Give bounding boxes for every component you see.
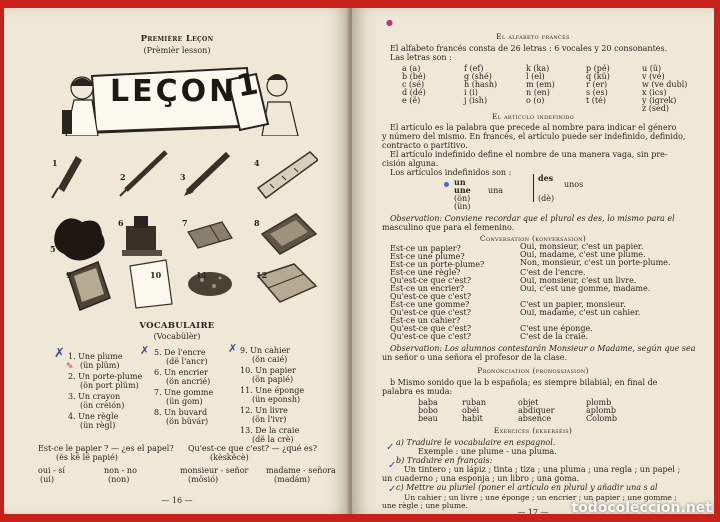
word-pair-phonetic: (madám)	[274, 475, 311, 484]
alphabet-letter: z (sed)	[642, 104, 669, 113]
handwritten-x-mark: ✗	[54, 346, 65, 361]
illustration-number: 11	[196, 270, 208, 280]
alphabet-letter: v (vé)	[642, 72, 665, 81]
alphabet-letter: l (el)	[526, 72, 545, 81]
vocab-word: 9. Un cahier	[240, 346, 291, 355]
conversation-question: Qu'est-ce que c'est?	[390, 332, 471, 341]
question-2-phonetic: (kèskëcè)	[210, 453, 249, 462]
watermark: todocoleccion.net	[571, 500, 712, 516]
conversation-answer: Oui, madame, c'est un cahier.	[520, 308, 641, 317]
vocab-word: 1. Une plume	[68, 352, 123, 361]
conversation-answer: Oui, c'est une gomme, madame.	[520, 284, 651, 293]
pronunciation-word: beau	[418, 414, 438, 423]
illustration-number: 4	[254, 158, 260, 168]
article-form: (ön)	[454, 194, 471, 203]
conversation-answer: C'est de l'encre.	[520, 268, 586, 277]
ruler-icon	[258, 152, 318, 198]
observation-text: Observation: Los alumnos contestarán Monsieur o Madame, según que sea	[390, 344, 696, 353]
vocab-phonetic: (ün eponsh)	[252, 395, 301, 404]
vocab-word: 12. Un livre	[240, 406, 288, 415]
handwritten-check-mark: ✓	[388, 460, 397, 471]
pronunciation-word: ruban	[462, 398, 487, 407]
conversation-question: Est-ce un porte-plume?	[390, 260, 485, 269]
conversation-answer: C'est un papier, monsieur.	[520, 300, 626, 309]
alphabet-letter: t (té)	[586, 96, 606, 105]
pronunciation-word: Colomb	[586, 414, 618, 423]
vocab-phonetic: (dë la crè)	[252, 435, 294, 444]
blue-ink-dot	[444, 182, 449, 187]
alphabet-letter: q (kü)	[586, 72, 610, 81]
handwritten-pink-mark: ●	[386, 18, 393, 27]
pronunciation-word: bobo	[418, 406, 438, 415]
question-2: Qu'est-ce que c'est? — ¿qué es?	[188, 444, 318, 453]
word-pair: madame - señora	[266, 466, 336, 475]
eraser-icon	[188, 222, 232, 248]
alphabet-letter: e (ë)	[402, 96, 421, 105]
vocab-phonetic: (dë l'ancr)	[166, 357, 208, 366]
alphabet-letter: p (pé)	[586, 64, 610, 73]
exercise-b: b) Traduire en français:	[396, 456, 493, 465]
illustration-number: 3	[180, 172, 186, 182]
pen-holder-icon	[120, 152, 166, 196]
pronunciation-title: Prononciation (pronossiasion)	[477, 366, 589, 375]
alphabet-letter: u (ü)	[642, 64, 662, 73]
exercise-b-text: Un tintero ; un lápiz ; tinta ; tiza ; una pluma ; una regla ; un papel ;	[404, 465, 681, 474]
bracket	[533, 174, 534, 202]
alphabet-letter: s (es)	[586, 88, 608, 97]
vocab-word: 5. De l'encre	[154, 348, 206, 357]
alphabet-letter: c (sé)	[402, 80, 425, 89]
pronunciation-word: aplomb	[586, 406, 616, 415]
illustration-number: 12	[256, 270, 268, 280]
conversation-question: Est-ce un papier?	[390, 244, 461, 253]
alphabet-letter: a (a)	[402, 64, 421, 73]
word-pair-phonetic: (non)	[108, 475, 130, 484]
conversation-answer: Oui, monsieur, c'est un papier.	[520, 242, 644, 251]
pronunciation-text: palabra es muda:	[382, 387, 453, 396]
vocab-phonetic: (ön caié)	[252, 355, 288, 364]
exercise-c-text: une règle ; une plume.	[382, 501, 468, 510]
notebook-icon	[68, 262, 110, 310]
handwritten-pink-mark: ✎	[66, 362, 74, 372]
alphabet-title: El alfabeto francés	[496, 32, 570, 41]
left-page	[4, 8, 350, 514]
illustration-number: 9	[66, 270, 72, 280]
conversation-question: Est-ce une gomme?	[390, 300, 470, 309]
observation-text: masculino que para el femenino.	[382, 223, 515, 232]
conversation-answer: C'est une éponge.	[520, 324, 593, 333]
pronunciation-word: baba	[418, 398, 438, 407]
word-pair: oui - sí	[38, 466, 65, 475]
alphabet-letter: b (bé)	[402, 72, 426, 81]
conversation-answer: Non, monsieur, c'est un porte-plume.	[520, 258, 671, 267]
article-text: y número del mismo. En francés, el artículo puede ser indefinido, definido,	[382, 132, 686, 141]
vocab-phonetic: (ön papié)	[252, 375, 294, 384]
article-text: contracto o partitivo.	[382, 141, 468, 150]
sponge-icon	[188, 272, 232, 296]
conversation-question: Qu'est-ce que c'est?	[390, 276, 471, 285]
alphabet-letter: g (shé)	[464, 72, 492, 81]
article-text: El artículo es la palabra que precede al nombre para indicar el género	[390, 123, 677, 132]
alphabet-letter: j (ish)	[464, 96, 488, 105]
exercise-c: c) Mettre au pluriel (poner el artículo en plural y añadir una s al	[396, 483, 658, 492]
conversation-answer: C'est de la craie.	[520, 332, 589, 341]
question-1: Est-ce le papier ? — ¿es el papel?	[38, 444, 174, 453]
vocab-word: 8. Un buvard	[154, 408, 208, 417]
question-1-phonetic: (ès kë lë papié)	[56, 453, 118, 462]
article-form: una	[488, 186, 504, 195]
alphabet-letter: h (hash)	[464, 80, 498, 89]
conversation-question: Est-ce un cahier?	[390, 316, 461, 325]
pronunciation-word: plomb	[586, 398, 612, 407]
illustration-number: 8	[254, 218, 260, 228]
ink-blot-icon	[54, 218, 104, 260]
conversation-answer: Oui, madame, c'est une plume.	[520, 250, 646, 259]
illustration-number: 1	[52, 158, 58, 168]
right-page	[352, 8, 714, 514]
handwritten-check-mark: ✓	[388, 484, 397, 495]
article-form: (ün)	[454, 202, 471, 211]
vocabulary-title: VOCABULAIRE	[139, 321, 215, 331]
illustration-number: 10	[150, 270, 162, 280]
vocab-word: 6. Un encrier	[154, 368, 208, 377]
alphabet-letter: i (i)	[464, 88, 478, 97]
handwritten-x-mark: ✗	[140, 344, 150, 357]
paper-icon	[130, 260, 172, 308]
article-form: un	[454, 177, 466, 187]
conversation-title: Conversation (konversasion)	[479, 234, 587, 243]
vocab-phonetic: (ön l'ivr)	[252, 415, 287, 424]
pronunciation-word: absence	[518, 414, 552, 423]
exercises-title: Exercices (ekserséis)	[493, 426, 573, 435]
alphabet-letter: o (o)	[526, 96, 545, 105]
vocab-word: 4. Une règle	[68, 412, 119, 421]
lecon-banner-number: 1	[234, 66, 261, 105]
handwritten-check-mark: ✓	[386, 442, 395, 453]
article-text: Los artículos indefinidos son :	[390, 168, 512, 177]
article-form: des	[538, 173, 554, 183]
conversation-question: Qu'est-ce que c'est?	[390, 292, 471, 301]
article-text: El artículo indefinido define el nombre de una manera vaga, sin pre-	[390, 150, 668, 159]
illustration-number: 5	[50, 244, 56, 254]
alphabet-letter: r (er)	[586, 80, 608, 89]
blotter-icon	[262, 214, 316, 254]
vocab-word: 13. De la craie	[240, 426, 300, 435]
pronunciation-word: objet	[518, 398, 539, 407]
lesson-title: Première Leçon	[140, 34, 214, 44]
alphabet-letter: d (dé)	[402, 88, 426, 97]
handwritten-x-mark: ✗	[228, 342, 238, 355]
vocab-phonetic: (ön crèión)	[80, 401, 125, 410]
vocab-phonetic: (ün gom)	[166, 397, 203, 406]
vocab-phonetic: (ün plüm)	[80, 361, 120, 370]
vocab-phonetic: (ön ancrié)	[166, 377, 211, 386]
article-form: une	[454, 185, 471, 195]
word-pair: non - no	[104, 466, 137, 475]
inkwell-icon	[122, 216, 162, 256]
article-form: (dè)	[538, 194, 555, 203]
pronunciation-word: habit	[462, 414, 483, 423]
conversation-question: Qu'est-ce que c'est?	[390, 308, 471, 317]
pronunciation-text: b Mismo sonido que la b española; es siempre bilabial; en final de	[390, 378, 658, 387]
alphabet-letter: k (ka)	[526, 64, 550, 73]
alphabet-intro: El alfabeto francés consta de 26 letras : 6 vocales y 20 consonantes.	[390, 44, 668, 53]
word-pair-phonetic: (ui)	[40, 475, 54, 484]
alphabet-letter: n (en)	[526, 88, 550, 97]
vocabulary-phonetic: (Vocabülèr)	[153, 332, 201, 341]
conversation-question: Est-ce une plume?	[390, 252, 465, 261]
illustration-number: 7	[182, 218, 188, 228]
observation-text: un señor o una señora el profesor de la clase.	[382, 353, 567, 362]
pronunciation-word: obéi	[462, 406, 480, 415]
exercise-a-example: Exemple : une plume - una pluma.	[418, 447, 557, 456]
word-pair-phonetic: (mösió)	[188, 475, 219, 484]
pencil-icon	[184, 154, 228, 196]
conversation-question: Est-ce une règle?	[390, 268, 461, 277]
alphabet-letter: y (igrek)	[642, 96, 677, 105]
page-number: — 16 —	[161, 496, 193, 505]
lesson-phonetic: (Prèmièr lesson)	[143, 46, 211, 55]
alphabet-letter: f (ef)	[464, 64, 484, 73]
alphabet-sub: Las letras son :	[390, 53, 452, 62]
alphabet-letter: m (em)	[526, 80, 555, 89]
conversation-question: Est-ce un encrier?	[390, 284, 465, 293]
vocab-word: 3. Un crayon	[68, 392, 121, 401]
observation-text: Observation: Conviene recordar que el plural es des, lo mismo para el	[390, 214, 675, 223]
word-pair: monsieur - señor	[180, 466, 249, 475]
conversation-question: Qu'est-ce que c'est?	[390, 324, 471, 333]
article-text: cisión alguna.	[382, 159, 439, 168]
illustration-number: 2	[120, 172, 126, 182]
exercise-b-text: un cuaderno ; una esponja ; un libro ; una goma.	[382, 474, 580, 483]
alphabet-letter: x (ics)	[642, 88, 667, 97]
lecon-banner-text: LEÇON	[110, 74, 238, 109]
vocab-phonetic: (ön port plüm)	[80, 381, 139, 390]
alphabet-letter: w (ve dubl)	[642, 80, 688, 89]
illustration-number: 6	[118, 218, 124, 228]
page-number: — 17 —	[517, 508, 549, 514]
exercise-a: a) Traduire le vocabulaire en espagnol.	[396, 438, 556, 447]
vocab-word: 7. Une gomme	[154, 388, 214, 397]
vocab-word: 2. Un porte-plume	[68, 372, 143, 381]
vocab-word: 10. Un papier	[240, 366, 296, 375]
vocab-phonetic: (ön büvár)	[166, 417, 209, 426]
article-title: El artículo indefinido	[491, 112, 575, 121]
pronunciation-word: abdiquer	[518, 406, 555, 415]
conversation-answer: Oui, monsieur, c'est un livre.	[520, 276, 637, 285]
article-form: unos	[564, 180, 584, 189]
vocab-word: 11. Une éponge	[240, 386, 305, 395]
exercise-c-text: Un cahier ; un livre ; une éponge ; un encrier ; un papier ; une gomme ;	[404, 493, 677, 502]
vocab-phonetic: (ün règl)	[80, 421, 116, 430]
